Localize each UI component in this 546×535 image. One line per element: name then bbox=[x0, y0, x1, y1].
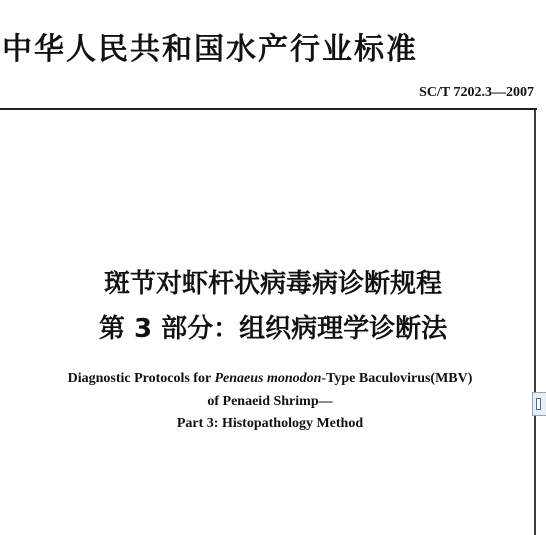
chinese-title-line-1: 斑节对虾杆状病毒病诊断规程 bbox=[103, 269, 442, 299]
english-title-prefix: Diagnostic Protocols for bbox=[67, 371, 215, 386]
chinese-title-line-2: 第 3 部分：组织病理学诊断法 bbox=[98, 314, 448, 344]
panel-icon bbox=[536, 398, 541, 410]
side-panel-toggle-icon[interactable] bbox=[532, 392, 546, 416]
header-rule bbox=[0, 108, 537, 110]
english-title-line-2: of Penaeid Shrimp— bbox=[207, 394, 333, 409]
header-title: 中华人民共和国水产行业标准 bbox=[2, 32, 418, 67]
english-title-species: Penaeus monodon bbox=[214, 371, 322, 386]
english-title-line-1 bbox=[0, 371, 540, 387]
english-title-line-3: Part 3: Histopathology Method bbox=[176, 416, 364, 431]
english-title-suffix: -Type Baculovirus(MBV) bbox=[321, 371, 473, 386]
standard-code: SC/T 7202.3—2007 bbox=[419, 85, 534, 100]
